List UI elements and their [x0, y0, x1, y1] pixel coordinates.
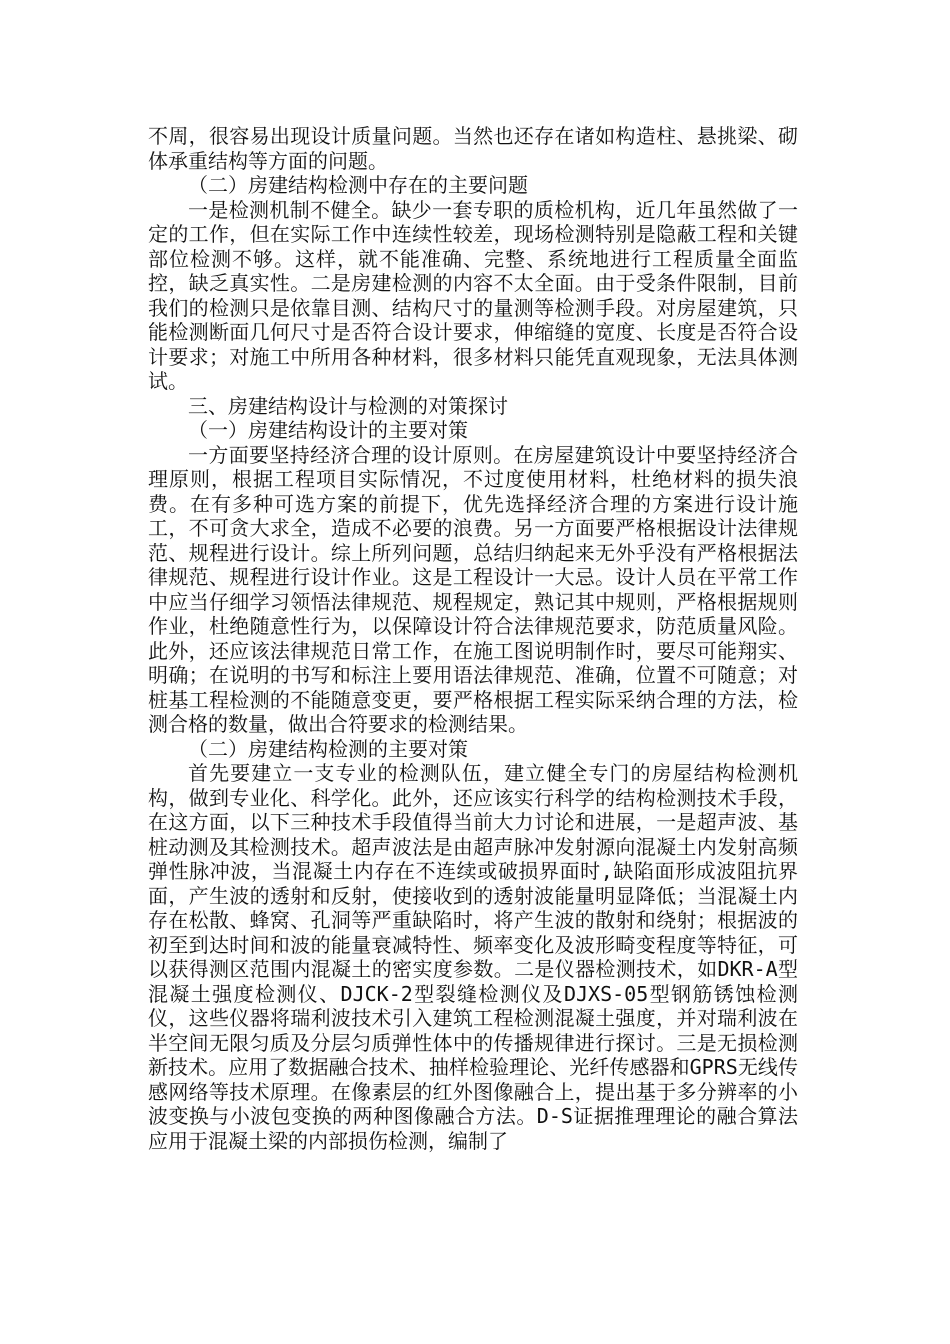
section-heading-3-1: （一）房建结构设计的主要对策 [188, 418, 468, 442]
section-heading-3-2: （二）房建结构检测的主要对策 [188, 736, 468, 761]
paragraph-1: 不周，很容易出现设计质量问题。当然也还存在诸如构造柱、悬挑梁、砌体承重结构等方面的问题。 [148, 124, 798, 173]
section-heading-2-2: （二）房建结构检测中存在的主要问题 [188, 173, 528, 197]
paragraph-2: 一是检测机制不健全。缺少一套专职的质检机构，近几年虽然做了一定的工作，但在实际工作中连续性较差，现场检测特别是隐蔽工程和关键部位检测不够。这样，就不能准确、完整、系统地进行工程质量全面监控，缺乏真实性。二是房建检测的内容不太全面。由于受条件限制，目前我们的检测只是依靠目测、结构尺寸的量测等检测手段。对房屋建筑，只能检测断面几何尺寸是否符合设计要求，伸缩缝的宽度、长度是否符合设计要求；对施工中所用各种材料，很多材料只能凭直观现象，无法具体测试。 [148, 197, 798, 393]
document-page [148, 124, 798, 1153]
paragraph-4: 首先要建立一支专业的检测队伍，建立健全专门的房屋结构检测机构，做到专业化、科学化。此外，还应该实行科学的结构检测技术手段，在这方面，以下三种技术手段值得当前大力讨论和进展，一是超声波、基桩动测及其检测技术。超声波法是由超声脉冲发射源向混凝土内发射高频弹性脉冲波，当混凝土内存在不连续或破损界面时,缺陷面形成波阻抗界面，产生波的透射和反射，使接收到的透射波能量明显降低；当混凝土内存在松散、蜂窝、孔洞等严重缺陷时，将产生波的散射和绕射；根据波的初至到达时间和波的能量衰减特性、频率变化及波形畸变程度等特征，可以获得测区范围内混凝土的密实度参数。二是仪器检测技术，如DKR-A型混凝土强度检测仪、DJCK-2型裂缝检测仪及DJXS-05型钢筋锈蚀检测仪，这些仪器将瑞利波技术引入建筑工程检测混凝土强度，并对瑞利波在半空间无限匀质及分层匀质弹性体中的传播规律进行探讨。三是无损检测新技术。应用了数据融合技术、抽样检验理论、光纤传感器和GPRS无线传感网络等技术原理。在像素层的红外图像融合上，提出基于多分辨率的小波变换与小波包变换的两种图像融合方法。D-S证据推理理论的融合算法应用于混凝土梁的内部损伤检测，编制了 [148, 761, 798, 1153]
paragraph-3: 一方面要坚持经济合理的设计原则。在房屋建筑设计中要坚持经济合理原则，根据工程项目实际情况，不过度使用材料，杜绝材料的损失浪费。在有多种可选方案的前提下，优先选择经济合理的方案进行设计施工，不可贪大求全，造成不必要的浪费。另一方面要严格根据设计法律规范、规程进行设计。综上所列问题，总结归纳起来无外乎没有严格根据法律规范、规程进行设计作业。这是工程设计一大忌。设计人员在平常工作中应当仔细学习领悟法律规范、规程规定，熟记其中规则，严格根据规则作业，杜绝随意性行为，以保障设计符合法律规范要求，防范质量风险。此外，还应该法律规范日常工作，在施工图说明制作时，要尽可能翔实、明确；在说明的书写和标注上要用语法律规范、准确，位置不可随意；对桩基工程检测的不能随意变更，要严格根据工程实际采纳合理的方法，检测合格的数量，做出合符要求的检测结果。 [148, 442, 798, 736]
section-heading-3: 三、房建结构设计与检测的对策探讨 [188, 393, 508, 418]
